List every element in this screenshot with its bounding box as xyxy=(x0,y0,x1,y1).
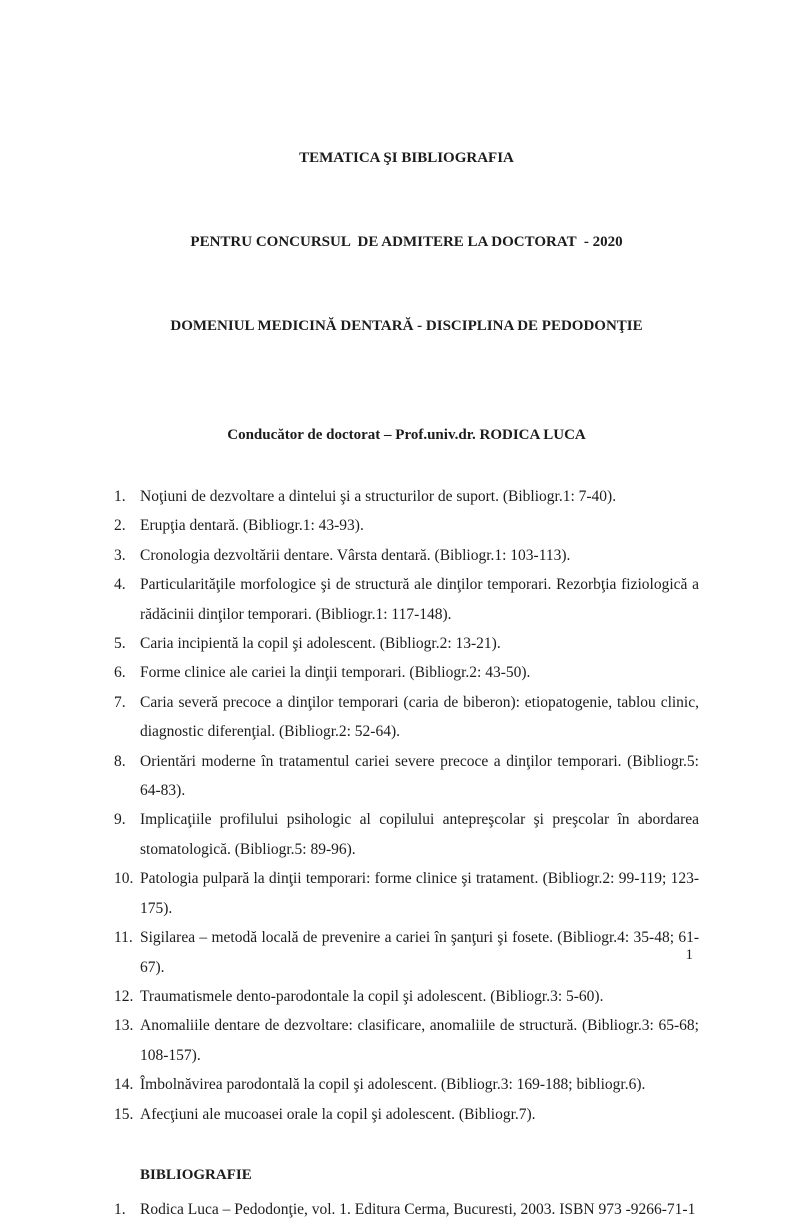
topic-item xyxy=(114,864,699,923)
topic-number: 9. xyxy=(114,811,126,829)
topic-item xyxy=(114,688,699,747)
topic-number: 15. xyxy=(114,1105,134,1123)
topic-number: 6. xyxy=(114,664,126,682)
document-title xyxy=(114,88,699,396)
topic-item xyxy=(114,747,699,806)
topic-number: 13. xyxy=(114,1017,134,1035)
topic-text: Afecţiuni ale mucoasei orale la copil şi adolescent. (Bibliogr.7). xyxy=(140,1105,536,1123)
bibliography-item-number: 1. xyxy=(114,1201,126,1219)
topic-item xyxy=(114,629,699,658)
topic-number: 8. xyxy=(114,752,126,770)
topic-text: Orientări moderne în tratamentul cariei severe precoce a dinţilor temporari. (Bibliogr.5: 64-83). xyxy=(140,752,699,800)
topic-item xyxy=(114,1070,699,1099)
topic-text: Sigilarea – metodă locală de prevenire a cariei în şanţuri şi fosete. (Bibliogr.4: 35-48; 61-67). xyxy=(140,929,699,976)
supervisor-line: Conducător de doctorat – Prof.univ.dr. RODICA LUCA xyxy=(227,427,586,443)
page-number: 1 xyxy=(685,947,693,963)
bibliography-list xyxy=(114,1195,699,1224)
topic-text: Implicaţiile profilului psihologic al copilului antepreşcolar şi preşcolar în abordarea stomatologică. (Bibliogr.5: 89-96). xyxy=(140,811,699,858)
topic-number: 3. xyxy=(114,546,126,564)
topic-text: Noţiuni de dezvoltare a dintelui şi a structurilor de suport. (Bibliogr.1: 7-40). xyxy=(140,488,617,505)
bibliography-item-text: Rodica Luca – Pedodonţie, vol. 1. Editura Cerma, Bucuresti, 2003. ISBN 973 -9266-71-1 xyxy=(140,1201,696,1219)
bibliography-item xyxy=(114,1195,699,1224)
topic-text: Forme clinice ale cariei la dinţii temporari. (Bibliogr.2: 43-50). xyxy=(140,664,531,682)
topic-text: Traumatismele dento-parodontale la copil şi adolescent. (Bibliogr.3: 5-60). xyxy=(140,987,604,1005)
topic-number: 1. xyxy=(114,488,126,505)
topic-text: Patologia pulpară la dinţii temporari: forme clinice şi tratament. (Bibliogr.2: 99-119; 123-175). xyxy=(140,870,699,917)
topic-item xyxy=(114,1100,699,1129)
topic-item xyxy=(114,570,699,629)
title-line-3: DOMENIUL MEDICINĂ DENTARĂ - DISCIPLINA DE PEDODONŢIE xyxy=(170,318,643,334)
topic-number: 12. xyxy=(114,987,134,1005)
topics-list xyxy=(114,482,699,1129)
topic-item xyxy=(114,658,699,687)
topic-item xyxy=(114,511,699,540)
topic-number: 11. xyxy=(114,929,133,947)
topic-text: Caria severă precoce a dinţilor temporari (caria de biberon): etiopatogenie, tablou clinic, diagnostic diferenţial. (Bibliogr.2: 52-64). xyxy=(140,693,699,741)
topic-item xyxy=(114,805,699,864)
topic-text: Caria incipientă la copil şi adolescent. (Bibliogr.2: 13-21). xyxy=(140,635,501,653)
topic-item xyxy=(114,923,699,982)
topic-text: Erupţia dentară. (Bibliogr.1: 43-93). xyxy=(140,517,364,535)
topic-number: 7. xyxy=(114,693,126,711)
topic-number: 2. xyxy=(114,517,126,535)
topic-item xyxy=(114,541,699,570)
topic-item xyxy=(114,982,699,1011)
topic-item xyxy=(114,1011,699,1070)
topic-text: Cronologia dezvoltării dentare. Vârsta dentară. (Bibliogr.1: 103-113). xyxy=(140,546,571,564)
bibliography-heading: BIBLIOGRAFIE xyxy=(140,1166,252,1183)
title-line-1: TEMATICA ŞI BIBLIOGRAFIA xyxy=(299,150,514,166)
topic-number: 10. xyxy=(114,870,134,888)
topic-text: Îmbolnăvirea parodontală la copil şi adolescent. (Bibliogr.3: 169-188; bibliogr.6). xyxy=(140,1076,646,1094)
title-line-2: PENTRU CONCURSUL DE ADMITERE LA DOCTORAT - 2020 xyxy=(190,234,623,250)
topic-number: 14. xyxy=(114,1076,134,1094)
topic-item xyxy=(114,482,699,511)
topic-text: Particularităţile morfologice şi de structură ale dinţilor temporari. Rezorbţia fiziologică a rădăcinii dinţilor temporari. (Bibliogr.1: 117-148). xyxy=(140,576,699,623)
topic-number: 4. xyxy=(114,576,126,594)
topic-number: 5. xyxy=(114,635,126,653)
topic-text: Anomaliile dentare de dezvoltare: clasificare, anomaliile de structură. (Bibliogr.3: 65-68; 108-157). xyxy=(140,1017,699,1064)
